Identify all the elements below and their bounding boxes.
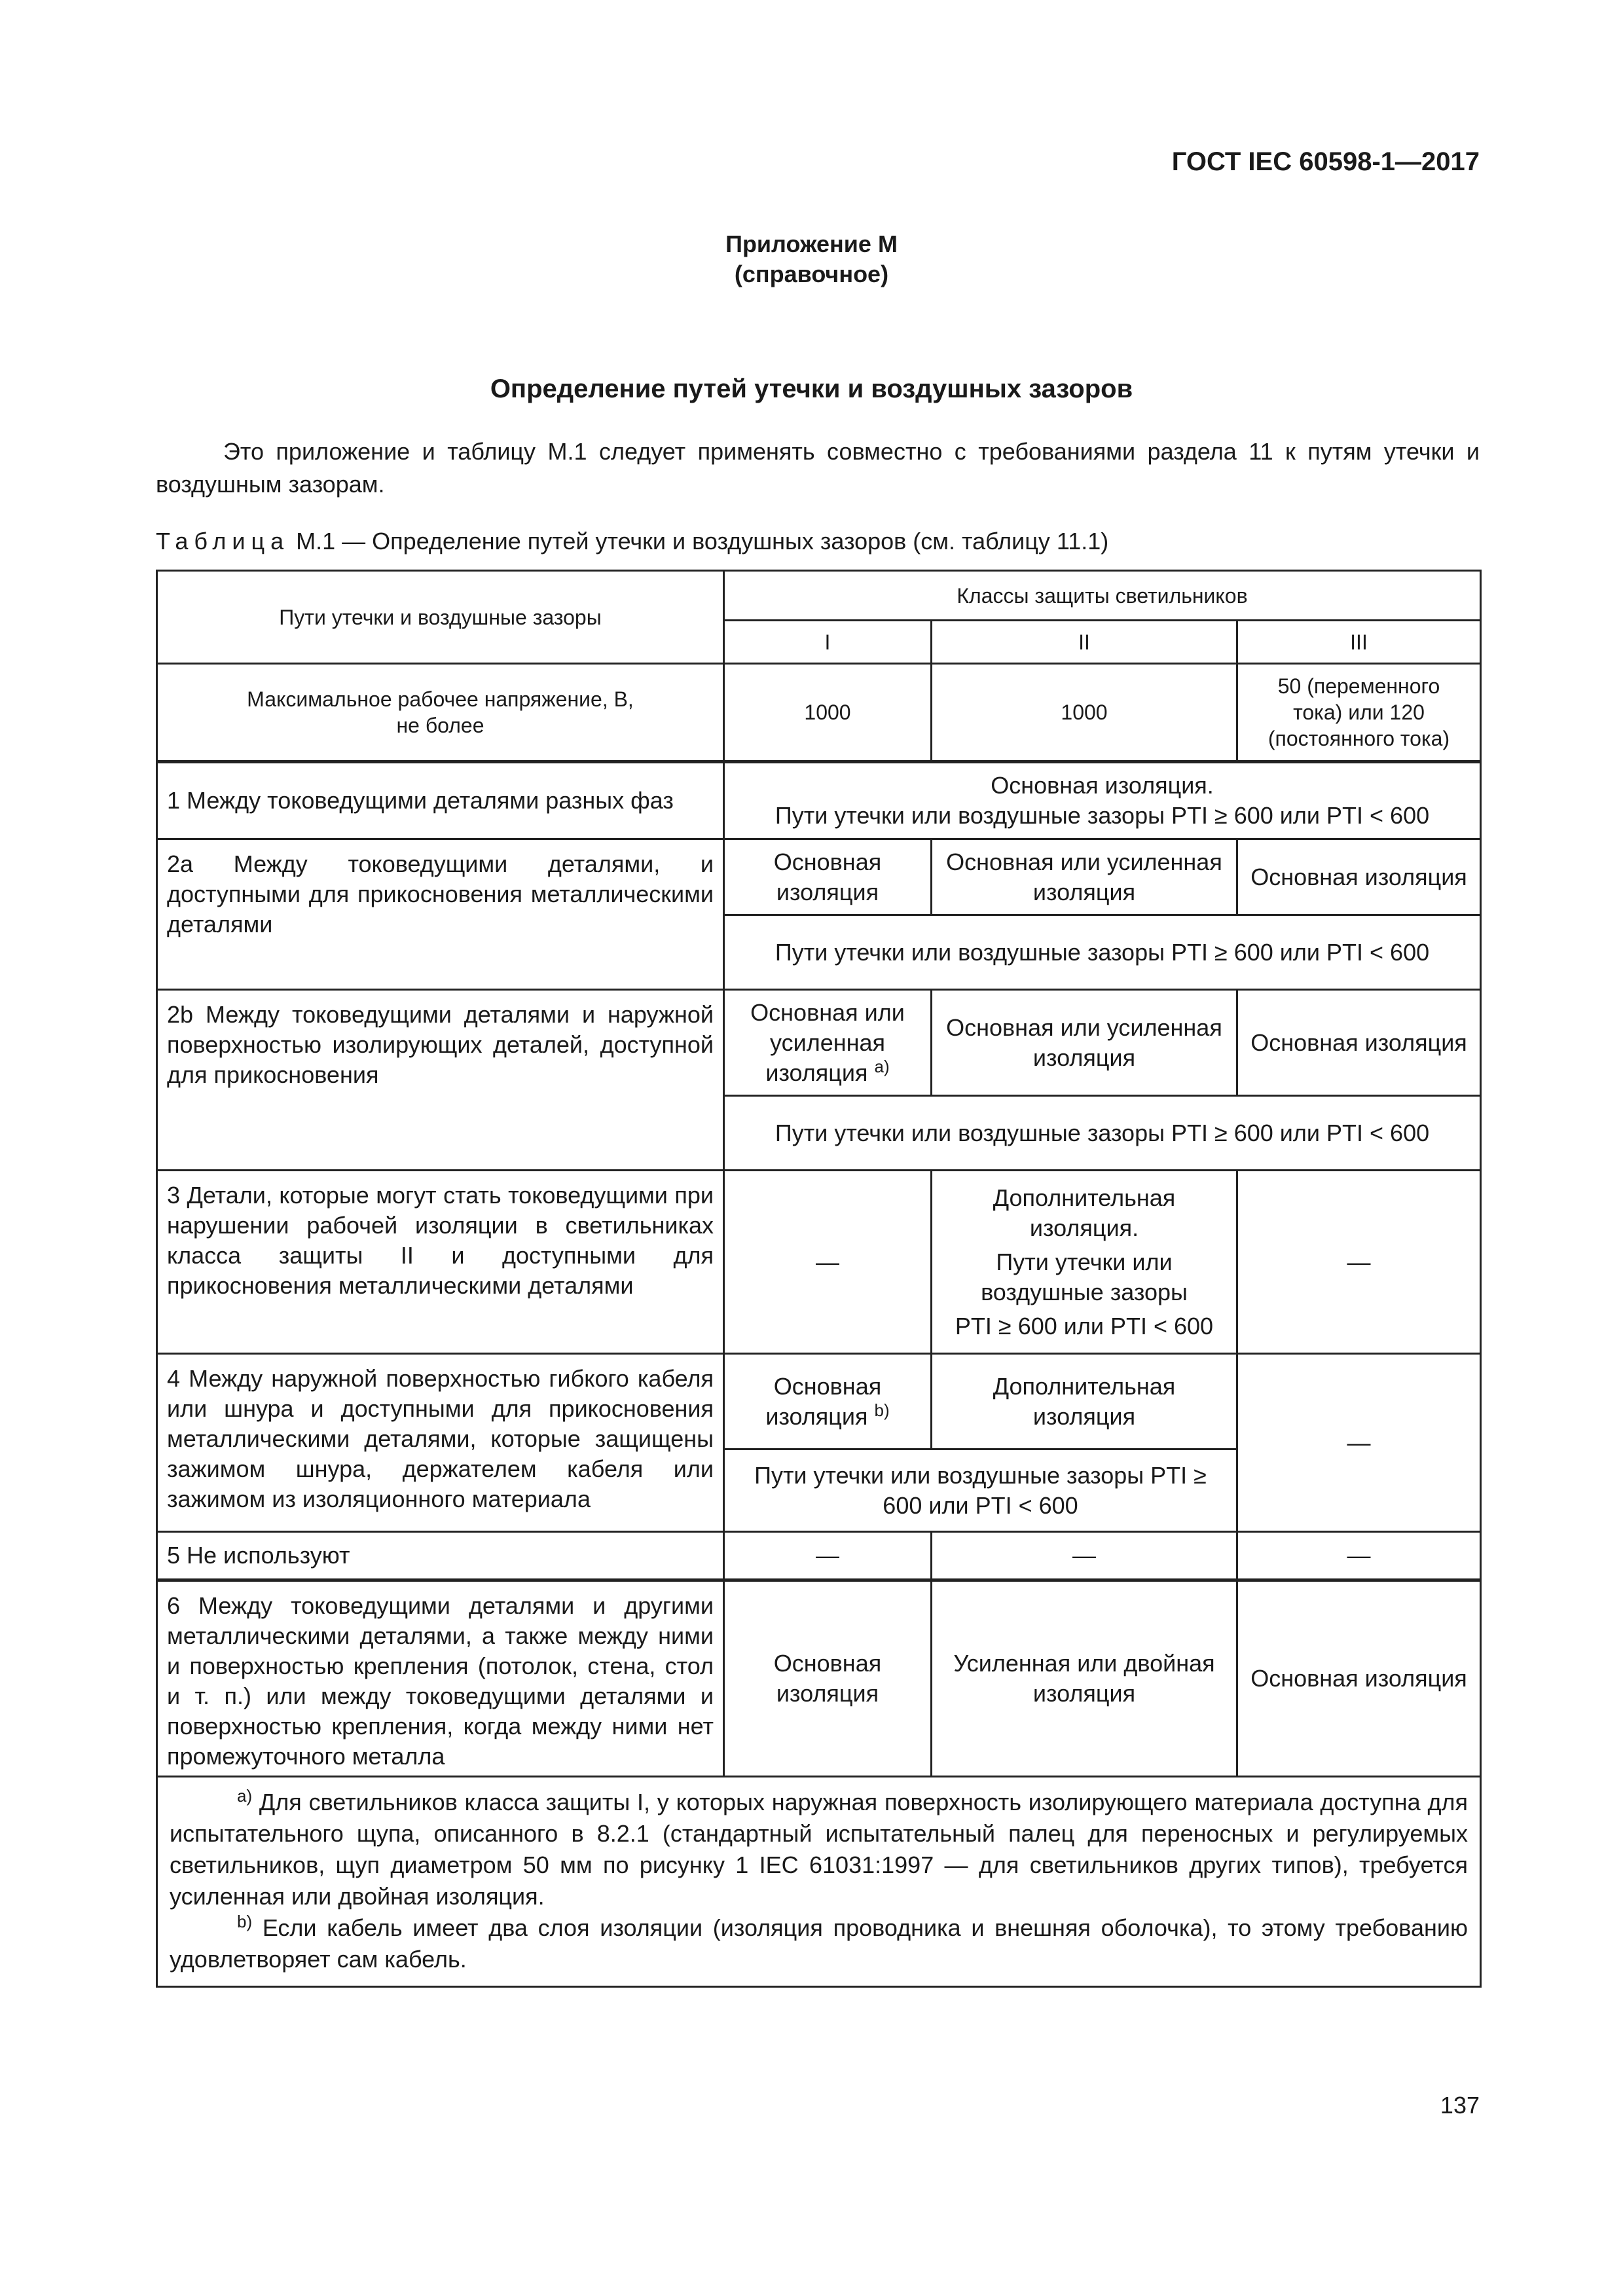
page-title: Определение путей утечки и воздушных зазоров bbox=[490, 374, 1133, 403]
table-row bbox=[157, 990, 1481, 1096]
row-2b-class-1: Основная или усиленная изоляция $^{a)}$ bbox=[724, 990, 932, 1096]
table-notes bbox=[157, 1777, 1481, 1987]
table-row bbox=[157, 1354, 1481, 1449]
footnote-a: $^{a)}$ Для светильников класса защиты I, у которых наружная поверхность изолирующего материала доступна для испытательного щупа, описанного в 8.2.1 (стандартный испытательный палец для переносных и регулируемых светильников, щуп диаметром 50 мм по рисунку 1 IEC 61031:1997 — для светильников других типов), требуется усиленная или двойная изоляция. bbox=[170, 1786, 1468, 1910]
row-2a-class-1: Основная изоляция bbox=[724, 839, 932, 915]
header-class-3: III bbox=[1237, 621, 1481, 664]
row-3-label: 3 Детали, которые могут стать токоведущими при нарушении рабочей изоляции в светильниках класса защиты II и доступными для прикосновения металлическими деталями bbox=[157, 1171, 724, 1354]
footnote-b: $^{b)}$ Если кабель имеет два слоя изоляции (изоляция проводника и внешняя оболочка), то этому требованию удовлетворяет сам кабель. bbox=[170, 1912, 1468, 1973]
annex-type: (справочное) bbox=[734, 261, 889, 287]
voltage-class-1: 1000 bbox=[724, 664, 932, 762]
row-2b-class-3: Основная изоляция bbox=[1237, 990, 1481, 1096]
row-6-class-2: Усиленная или двойная изоляция bbox=[932, 1580, 1237, 1777]
row-2a-class-2: Основная или усиленная изоляция bbox=[932, 839, 1237, 915]
header-paths: Пути утечки и воздушные зазоры bbox=[157, 571, 724, 664]
table-row bbox=[157, 839, 1481, 915]
row-2b-class-2: Основная или усиленная изоляция bbox=[932, 990, 1237, 1096]
row-5-class-2: — bbox=[932, 1532, 1237, 1580]
voltage-label: Максимальное рабочее напряжение, В, не более bbox=[157, 664, 724, 762]
row-5-class-1: — bbox=[724, 1532, 932, 1580]
header-class-2: II bbox=[932, 621, 1237, 664]
row-1-value: Основная изоляция. Пути утечки или воздушные зазоры PTI ≥ 600 или PTI < 600 bbox=[724, 762, 1481, 839]
row-6-class-1: Основная изоляция bbox=[724, 1580, 932, 1777]
row-6-label: 6 Между токоведущими деталями и другими металлическими деталями, а также между ними и поверхностью крепления (потолок, стена, стол и т. п.) или между токоведущими деталями и поверхностью крепления, когда между ними нет промежуточного металла bbox=[157, 1580, 724, 1777]
header-class-1: I bbox=[724, 621, 932, 664]
row-4-label: 4 Между наружной поверхностью гибкого кабеля или шнура и доступными для прикосновения металлическими деталями, которые защищены зажимом шнура, держателем кабеля или зажимом из изоляционного материала bbox=[157, 1354, 724, 1532]
standard-code: ГОСТ IEC 60598-1—2017 bbox=[1171, 147, 1480, 176]
table-notes-row bbox=[157, 1777, 1481, 1987]
table-header-row bbox=[157, 571, 1481, 621]
row-5-label: 5 Не используют bbox=[157, 1532, 724, 1580]
row-6-class-3: Основная изоляция bbox=[1237, 1580, 1481, 1777]
row-3-class-2: Дополнительная изоляция. Пути утечки или воздушные зазоры PTI ≥ 600 или PTI < 600 bbox=[932, 1171, 1237, 1354]
table-voltage-row bbox=[157, 664, 1481, 762]
header-classes: Классы защиты светильников bbox=[724, 571, 1481, 621]
row-4-class-3: — bbox=[1237, 1354, 1481, 1532]
row-5-class-3: — bbox=[1237, 1532, 1481, 1580]
row-3-class-3: — bbox=[1237, 1171, 1481, 1354]
annex-name: Приложение М bbox=[725, 230, 898, 257]
table-row bbox=[157, 1532, 1481, 1580]
row-4-paths: Пути утечки или воздушные зазоры PTI ≥ 600 или PTI < 600 bbox=[724, 1449, 1237, 1532]
row-2a-label: 2а Между токоведущими деталями, и доступными для прикосновения металлическими деталями bbox=[157, 839, 724, 990]
row-4-class-2: Дополнительная изоляция bbox=[932, 1354, 1237, 1449]
voltage-class-2: 1000 bbox=[932, 664, 1237, 762]
row-4-class-1: Основная изоляция $^{b)}$ bbox=[724, 1354, 932, 1449]
intro-paragraph: Это приложение и таблицу М.1 следует применять совместно с требованиями раздела 11 к путям утечки и воздушным зазорам. bbox=[156, 438, 1480, 498]
row-2b-paths: Пути утечки или воздушные зазоры PTI ≥ 600 или PTI < 600 bbox=[724, 1096, 1481, 1171]
row-2b-label: 2b Между токоведущими деталями и наружной поверхностью изолирующих деталей, доступной для прикосновения bbox=[157, 990, 724, 1171]
page-number: 137 bbox=[1440, 2092, 1480, 2119]
table-m1 bbox=[156, 570, 1482, 1988]
row-2a-paths: Пути утечки или воздушные зазоры PTI ≥ 600 или PTI < 600 bbox=[724, 915, 1481, 990]
table-row bbox=[157, 1580, 1481, 1777]
row-2a-class-3: Основная изоляция bbox=[1237, 839, 1481, 915]
voltage-class-3: 50 (переменного тока) или 120 (постоянного тока) bbox=[1237, 664, 1481, 762]
row-3-class-1: — bbox=[724, 1171, 932, 1354]
table-caption: Таблица М.1 — Определение путей утечки и воздушных зазоров (см. таблицу 11.1) bbox=[156, 528, 1109, 555]
row-1-label: 1 Между токоведущими деталями разных фаз bbox=[157, 762, 724, 839]
table-row bbox=[157, 762, 1481, 839]
table-row bbox=[157, 1171, 1481, 1354]
